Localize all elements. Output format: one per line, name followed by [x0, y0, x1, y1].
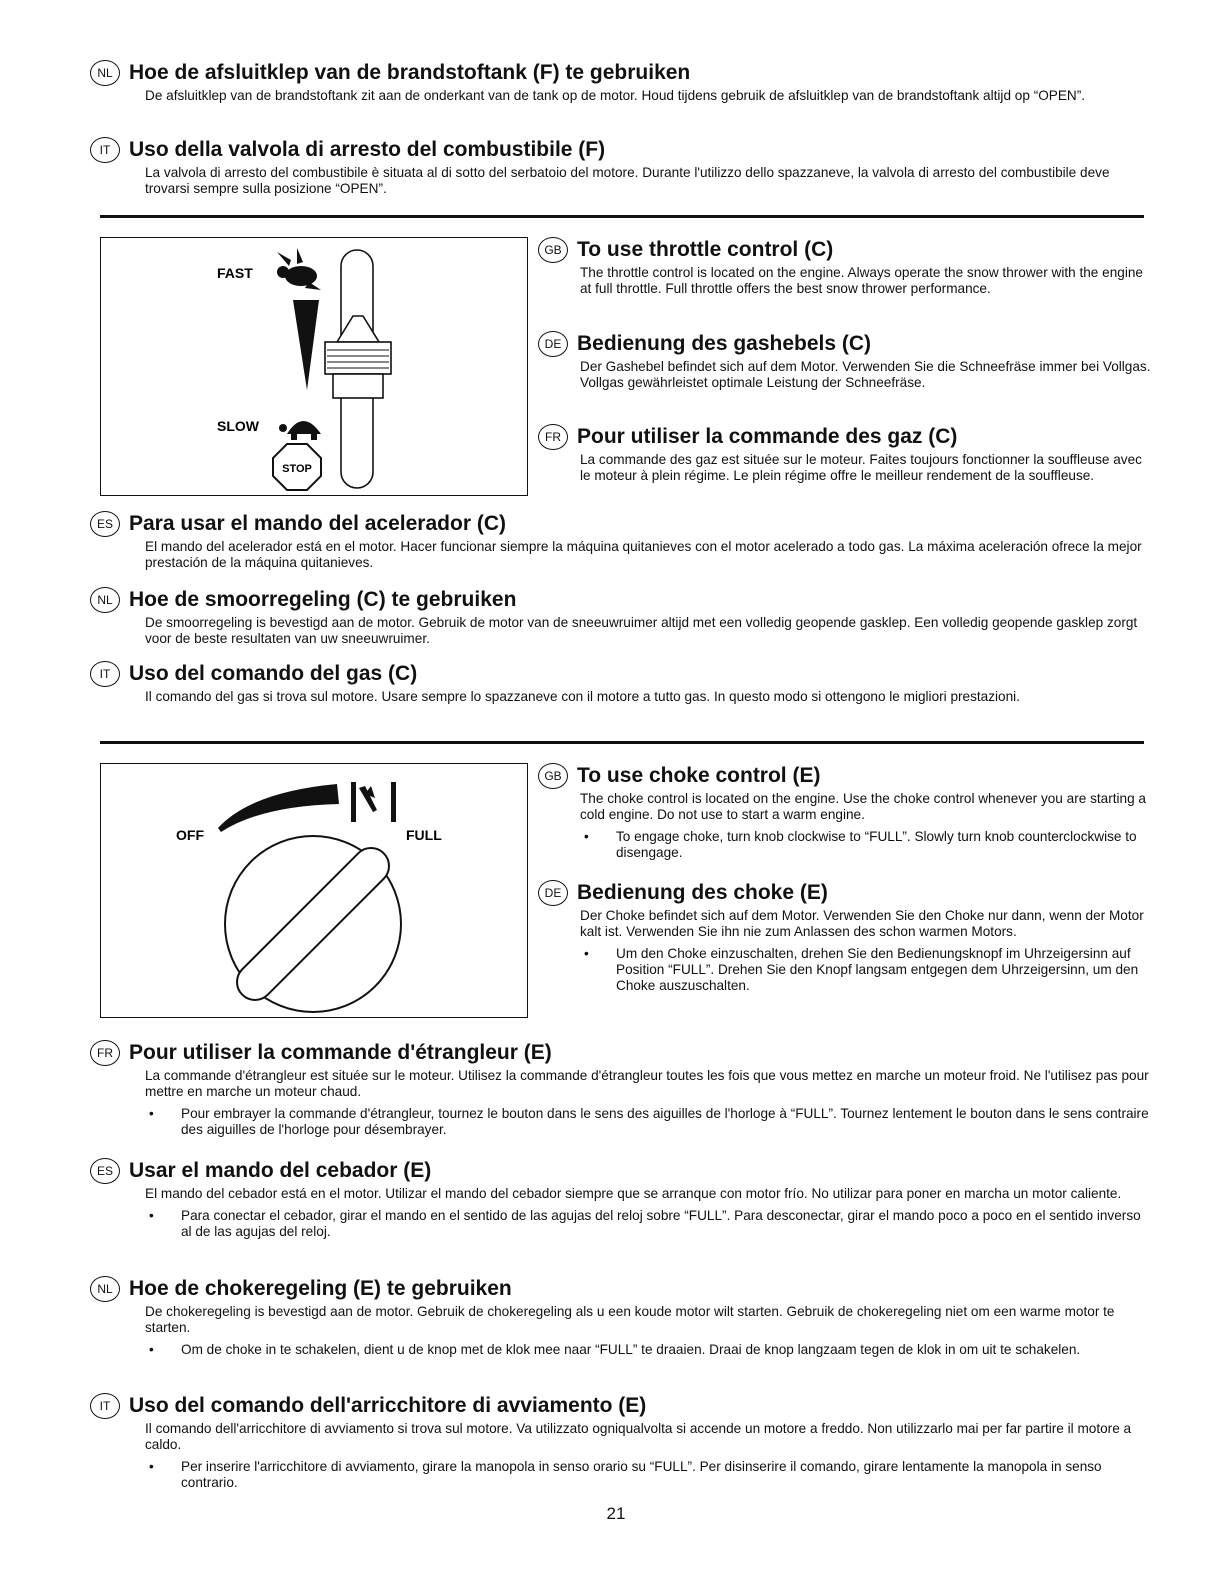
section-text: El mando del acelerador está en el motor. Hacer funcionar siempre la máquina quitanieves con el motor acelerado a todo gas. La máxima aceleración ofrece la mejor prestación de la máquina quitanieves. [145, 539, 1142, 570]
stop-sign-icon [273, 444, 321, 490]
lang-badge: DE [538, 880, 568, 906]
section-gb-choke [538, 763, 1152, 861]
section-it-fuel [90, 137, 1152, 197]
bullet-item [145, 1342, 1152, 1358]
section-text: The throttle control is located on the engine. Always operate the snow thrower with the engine at full throttle. Full throttle offers the best snow thrower performance. [580, 265, 1143, 296]
throttle-figure [100, 237, 528, 496]
full-label: FULL [406, 827, 442, 843]
bullet-item [145, 1208, 1152, 1240]
lang-badge: ES [90, 1158, 120, 1184]
section-title: Uso del comando dell'arricchitore di avviamento (E) [129, 1394, 647, 1417]
lang-badge: NL [90, 1276, 120, 1302]
choke-arc-icon [218, 784, 339, 832]
section-title: Hoe de chokeregeling (E) te gebruiken [129, 1277, 512, 1300]
bullet-marker: • [149, 1459, 154, 1474]
bullet-item [145, 1459, 1152, 1491]
section-title: Uso della valvola di arresto del combustibile (F) [129, 138, 606, 161]
section-de-choke [538, 880, 1152, 994]
section-title: Para usar el mando del acelerador (C) [129, 512, 506, 535]
section-text: El mando del cebador está en el motor. Utilizar el mando del cebador siempre que se arranque con motor frío. No utilizar para poner en marcha un motor caliente. [145, 1186, 1122, 1201]
section-fr-throttle [538, 424, 1152, 484]
section-title: Hoe de smoorregeling (C) te gebruiken [129, 588, 517, 611]
turtle-icon [279, 421, 321, 440]
bullet-item [580, 829, 1152, 861]
section-it-choke [90, 1393, 1152, 1491]
bullet-marker: • [149, 1106, 154, 1121]
section-text: The choke control is located on the engine. Use the choke control whenever you are starting a cold engine. Do not use to start a warm engine. [580, 791, 1146, 822]
off-label: OFF [176, 827, 204, 843]
section-nl-fuel [90, 60, 1152, 104]
section-title: Bedienung des gashebels (C) [577, 332, 872, 355]
section-text: La commande d'étrangleur est située sur le moteur. Utilisez la commande d'étrangleur toutes les fois que vous mettez en marche un moteur froid. Ne l'utilisez pas pour mettre en marche un moteur chaud. [145, 1068, 1149, 1099]
section-title: Bedienung des choke (E) [577, 881, 828, 904]
section-gb-throttle [538, 237, 1152, 297]
bullet-marker: • [149, 1342, 154, 1357]
section-de-throttle [538, 331, 1152, 391]
lang-badge: GB [538, 763, 568, 789]
svg-text:STOP: STOP [282, 463, 312, 475]
lang-badge: NL [90, 60, 120, 86]
section-title: Hoe de afsluitklep van de brandstoftank (F) te gebruiken [129, 61, 691, 84]
bullet-text: Pour embrayer la commande d'étrangleur, tournez le bouton dans le sens des aiguilles de l'horloge à “FULL”. Tournez lentement le bouton dans le sens contraire des aiguilles de l'horloge pour désembrayer. [181, 1106, 1149, 1137]
bullet-text: Per inserire l'arricchitore di avviamento, girare la manopola in senso orario su “FULL”. Per disinserire il comando, girare lentamente la manopola in senso contrario. [181, 1459, 1102, 1490]
section-es-throttle [90, 511, 1152, 571]
bullet-marker: • [149, 1208, 154, 1223]
section-text: Der Gashebel befindet sich auf dem Motor. Verwenden Sie die Schneefräse immer bei Vollgas. Vollgas gewährleistet optimale Leistung der Schneefräse. [580, 359, 1151, 390]
lang-badge: GB [538, 237, 568, 263]
section-title: Pour utiliser la commande d'étrangleur (E) [129, 1041, 552, 1064]
lang-badge: NL [90, 587, 120, 613]
section-text: Der Choke befindet sich auf dem Motor. Verwenden Sie den Choke nur dann, wenn der Motor kalt ist. Verwenden Sie ihn nie zum Anlassen des schon warmen Motors. [580, 908, 1144, 939]
divider [100, 215, 1144, 218]
hare-icon [277, 248, 321, 290]
bullet-text: Um den Choke einzuschalten, drehen Sie den Bedienungsknopf im Uhrzeigersinn auf Position “FULL”. Drehen Sie den Knopf langsam entgegen dem Uhrzeigersinn, um den Choke auszuschalten. [616, 946, 1139, 993]
throttle-diagram [101, 238, 527, 495]
section-text: De afsluitklep van de brandstoftank zit aan de onderkant van de tank op de motor. Houd tijdens gebruik de afsluitklep van de brandstoftank altijd op “OPEN”. [145, 88, 1086, 103]
bullet-marker: • [584, 946, 589, 961]
section-text: La commande des gaz est située sur le moteur. Faites toujours fonctionner la souffleuse avec le moteur à plein régime. Le plein régime offre le meilleur rendement de la souffleuse. [580, 452, 1142, 483]
lang-badge: IT [90, 1393, 120, 1419]
bullet-item [145, 1106, 1152, 1138]
section-title: To use choke control (E) [577, 764, 821, 787]
section-text: De smoorregeling is bevestigd aan de motor. Gebruik de motor van de sneeuwruimer altijd met een volledig geopende gasklep. Een volledig geopende gasklep zorgt voor de beste resultaten van uw sneeuwruimer. [145, 615, 1138, 646]
section-nl-throttle [90, 587, 1152, 647]
section-title: Pour utiliser la commande des gaz (C) [577, 425, 958, 448]
section-es-choke [90, 1158, 1152, 1240]
section-text: Il comando del gas si trova sul motore. Usare sempre lo spazzaneve con il motore a tutto gas. In questo modo si ottengono le migliori prestazioni. [145, 689, 1020, 704]
lang-badge: IT [90, 137, 120, 163]
section-title: Uso del comando del gas (C) [129, 662, 418, 685]
bullet-text: Om de choke in te schakelen, dient u de knop met de klok mee naar “FULL” te draaien. Draai de knop langzaam tegen de klok in om uit te schakelen. [181, 1342, 1081, 1357]
divider [100, 741, 1144, 744]
bullet-text: To engage choke, turn knob clockwise to “FULL”. Slowly turn knob counterclockwise to disengage. [616, 829, 1137, 860]
bullet-text: Para conectar el cebador, girar el mando en el sentido de las agujas del reloj sobre “FULL”. Para desconectar, girar el mando poco a poco en el sentido inverso al de las agujas del reloj. [181, 1208, 1141, 1239]
throttle-lever [325, 316, 391, 398]
speed-wedge-icon [293, 300, 319, 390]
section-text: Il comando dell'arricchitore di avviamento si trova sul motore. Va utilizzato ogniqualvolta si accende un motore a freddo. Non utilizzarlo mai per far partire il motore a caldo. [145, 1421, 1132, 1452]
bullet-item [580, 946, 1152, 994]
lang-badge: FR [538, 424, 568, 450]
section-title: To use throttle control (C) [577, 238, 834, 261]
choke-symbol-icon [351, 782, 396, 822]
fast-label: FAST [217, 265, 253, 281]
choke-figure [100, 763, 528, 1018]
section-it-throttle [90, 661, 1152, 705]
lang-badge: FR [90, 1040, 120, 1066]
section-fr-choke [90, 1040, 1152, 1138]
lang-badge: ES [90, 511, 120, 537]
lang-badge: IT [90, 661, 120, 687]
section-text: De chokeregeling is bevestigd aan de motor. Gebruik de chokeregeling als u een koude motor wilt starten. Gebruik de chokeregeling niet om een warme motor te starten. [145, 1304, 1115, 1335]
section-nl-choke [90, 1276, 1152, 1358]
lang-badge: DE [538, 331, 568, 357]
page-number: 21 [606, 1504, 626, 1523]
slow-label: SLOW [217, 418, 259, 434]
section-title: Usar el mando del cebador (E) [129, 1159, 432, 1182]
section-text: La valvola di arresto del combustibile è situata al di sotto del serbatoio del motore. Durante l'utilizzo dello spazzaneve, la valvola di arresto del combustibile deve trovarsi sempre sulla posizione “OPEN”. [145, 165, 1110, 196]
choke-diagram [101, 764, 527, 1017]
choke-knob-bar [230, 841, 397, 1008]
bullet-marker: • [584, 829, 589, 844]
